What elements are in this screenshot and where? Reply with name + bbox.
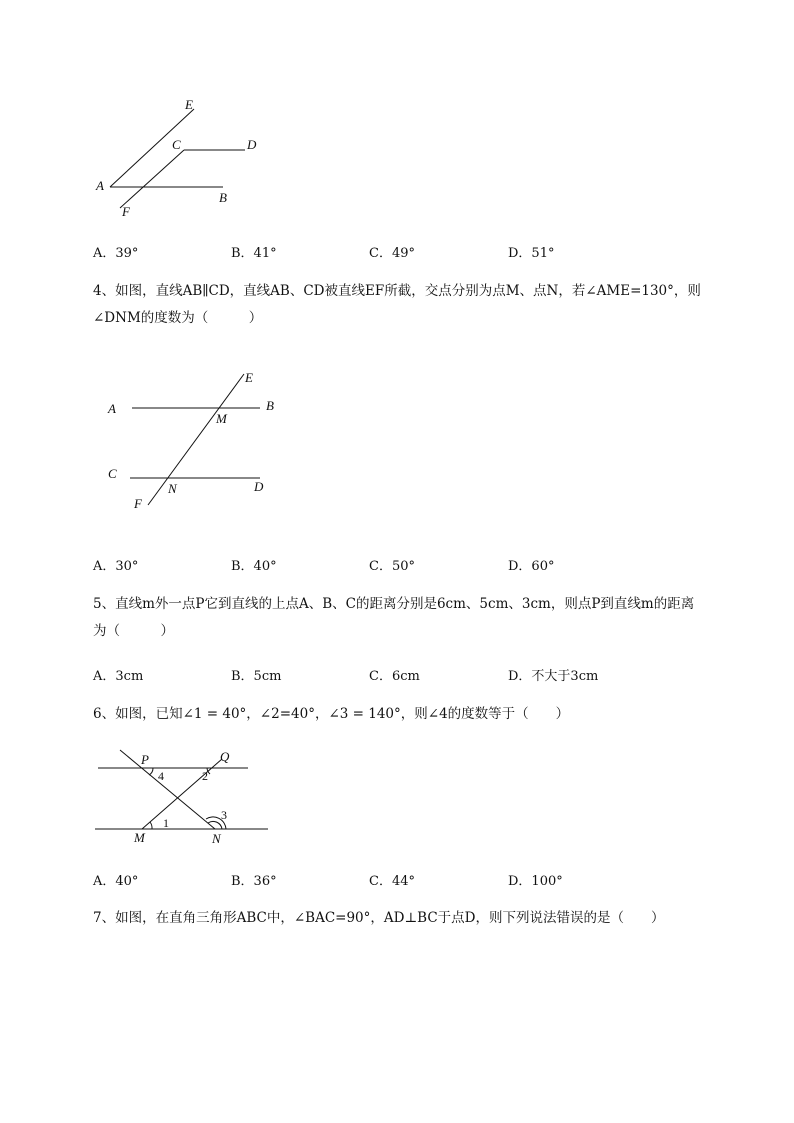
q5-options [93,665,653,685]
label-c: C [172,137,181,152]
label-b: B [266,398,274,413]
label-a: A [108,401,116,416]
q6-option-c[interactable]: C．44° [369,874,415,889]
label-4: 4 [158,769,164,783]
label-p: P [141,752,149,767]
q4-stem-line2: ∠DNM的度数为（ ） [93,310,263,326]
label-m: M [134,830,145,845]
q3-option-a[interactable]: A．39° [93,246,139,261]
line-ef [148,374,244,505]
label-3: 3 [221,808,227,822]
label-e: E [185,97,193,112]
label-c: C [108,466,117,481]
q4-option-d[interactable]: D．60° [508,559,555,574]
q4-option-c[interactable]: C．50° [369,559,415,574]
q4-option-b[interactable]: B．40° [231,559,277,574]
label-m: M [216,411,227,426]
q4-options [93,555,653,575]
label-f: F [134,496,142,511]
q5-stem-line2: 为（ ） [93,623,174,639]
q4-option-a[interactable]: A．30° [93,559,139,574]
label-d: D [247,137,257,152]
q6-option-b[interactable]: B．36° [231,874,277,889]
q4-figure [100,364,290,519]
label-1: 1 [163,816,169,830]
q4-stem-line1: 4、如图，直线AB∥CD，直线AB、CD被直线EF所截，交点分别为点M、点N，若∠AME=130°，则 [93,283,701,299]
q5-option-a[interactable]: A．3cm [93,669,144,684]
q3-figure [88,92,278,227]
q5-option-b[interactable]: B．5cm [231,669,282,684]
label-q: Q [220,749,230,764]
line-ae [110,109,194,187]
q7-stem-line1: 7、如图，在直角三角形ABC中，∠BAC=90°，AD⊥BC于点D，则下列说法错误的是（ ） [93,910,665,926]
q5-option-c[interactable]: C．6cm [369,669,420,684]
q6-option-a[interactable]: A．40° [93,874,139,889]
q5-stem-line1: 5、直线m外一点P它到直线的上点A、B、C的距离分别是6cm、5cm、3cm，则点P到直线m的距离 [93,596,695,612]
label-2: 2 [202,769,208,783]
q6-stem-line1: 6、如图，已知∠1 = 40°，∠2=40°，∠3 = 140°，则∠4的度数等于（ ） [93,706,570,722]
label-b: B [219,190,227,205]
q6-option-d[interactable]: D．100° [508,874,563,889]
q5-option-d[interactable]: D．不大于3cm [508,669,599,684]
q3-option-b[interactable]: B．41° [231,246,277,261]
angle-arc-4 [149,768,153,775]
label-e: E [245,370,253,385]
angle-arc-1 [150,822,152,829]
label-f: F [122,204,130,219]
q3-options [93,242,653,262]
label-d: D [254,479,264,494]
line-fc [120,150,184,208]
q3-option-c[interactable]: C．49° [369,246,415,261]
q6-figure [90,745,275,850]
q6-options [93,870,653,890]
q3-option-d[interactable]: D．51° [508,246,555,261]
label-n: N [212,831,221,846]
label-n: N [168,481,177,496]
line-mq [142,759,222,829]
label-a: A [96,178,104,193]
